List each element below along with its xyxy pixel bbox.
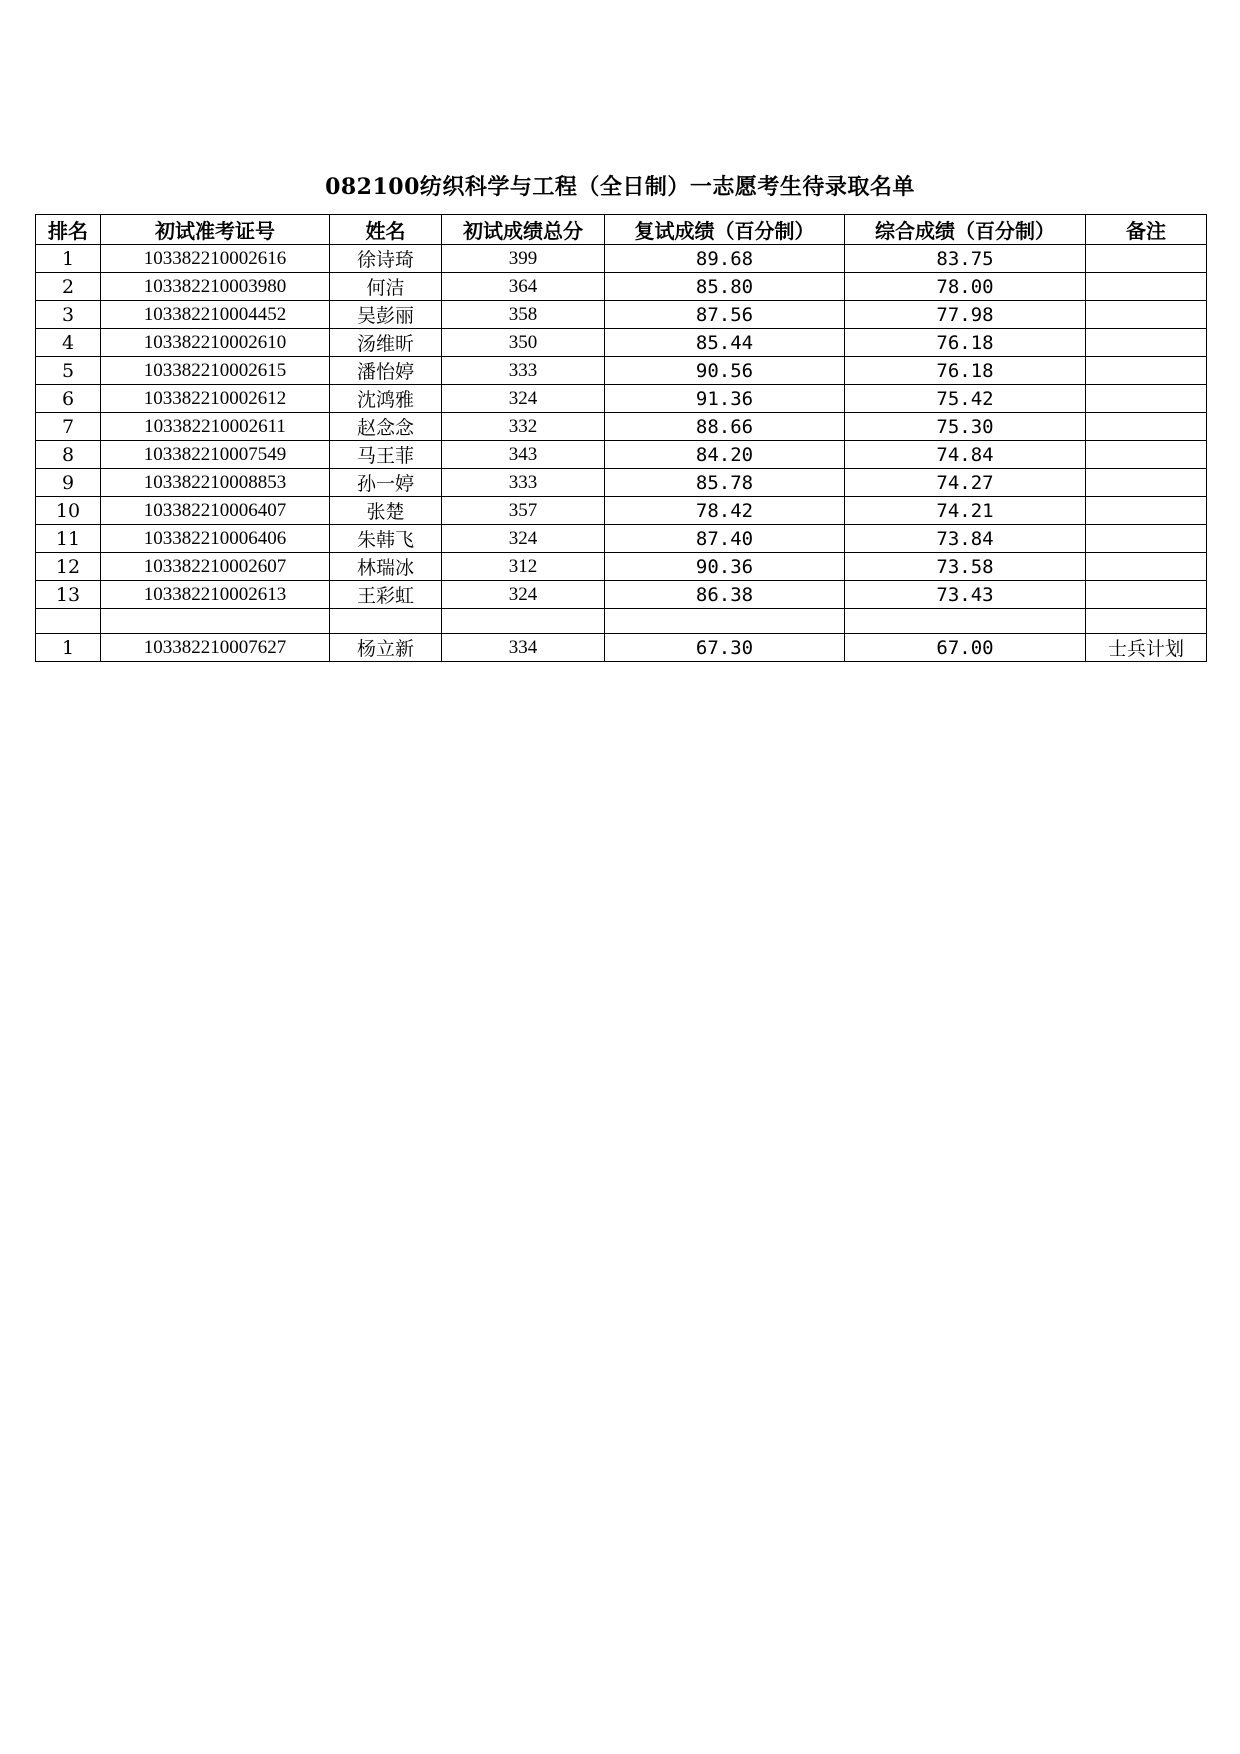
cell-initial-total: 357 [442,497,605,525]
cell-exam-id: 103382210002616 [101,245,330,273]
cell-retest-score: 85.78 [605,469,845,497]
table-row [36,245,1207,273]
cell-retest-score [605,609,845,634]
cell-name: 张楚 [330,497,442,525]
cell-name: 沈鸿雅 [330,385,442,413]
cell-name: 何洁 [330,273,442,301]
table-row [36,634,1207,662]
cell-rank [36,609,101,634]
cell-remark [1086,357,1207,385]
cell-name [330,609,442,634]
table-body [36,245,1207,662]
table-row [36,469,1207,497]
cell-remark: 士兵计划 [1086,634,1207,662]
table-row [36,581,1207,609]
cell-exam-id: 103382210002615 [101,357,330,385]
cell-initial-total: 334 [442,634,605,662]
table-row [36,357,1207,385]
cell-rank: 1 [36,245,101,273]
cell-remark [1086,301,1207,329]
cell-remark [1086,245,1207,273]
table-row [36,441,1207,469]
document-title: 082100纺织科学与工程（全日制）一志愿考生待录取名单 [325,174,915,200]
cell-remark [1086,609,1207,634]
header-retest-score: 复试成绩（百分制） [605,215,845,245]
cell-remark [1086,273,1207,301]
cell-retest-score: 90.36 [605,553,845,581]
cell-composite-score: 76.18 [845,357,1086,385]
cell-initial-total: 350 [442,329,605,357]
cell-initial-total [442,609,605,634]
cell-rank: 12 [36,553,101,581]
cell-name: 王彩虹 [330,581,442,609]
table-row [36,301,1207,329]
cell-name: 赵念念 [330,413,442,441]
cell-name: 潘怡婷 [330,357,442,385]
cell-exam-id: 103382210006406 [101,525,330,553]
cell-composite-score: 78.00 [845,273,1086,301]
admission-table [35,214,1207,662]
cell-remark [1086,525,1207,553]
cell-initial-total: 312 [442,553,605,581]
cell-composite-score [845,609,1086,634]
table-row [36,385,1207,413]
cell-rank: 3 [36,301,101,329]
cell-initial-total: 324 [442,385,605,413]
cell-initial-total: 364 [442,273,605,301]
cell-remark [1086,413,1207,441]
cell-remark [1086,553,1207,581]
table-row [36,413,1207,441]
table-row [36,553,1207,581]
header-remark: 备注 [1086,215,1207,245]
cell-initial-total: 324 [442,525,605,553]
cell-initial-total: 358 [442,301,605,329]
header-exam-id: 初试准考证号 [101,215,330,245]
table-header-row [36,215,1207,245]
cell-rank: 2 [36,273,101,301]
cell-remark [1086,581,1207,609]
cell-retest-score: 85.80 [605,273,845,301]
cell-remark [1086,441,1207,469]
table-row [36,329,1207,357]
cell-rank: 7 [36,413,101,441]
cell-rank: 5 [36,357,101,385]
cell-composite-score: 67.00 [845,634,1086,662]
cell-remark [1086,469,1207,497]
cell-composite-score: 75.42 [845,385,1086,413]
cell-composite-score: 83.75 [845,245,1086,273]
cell-retest-score: 84.20 [605,441,845,469]
cell-initial-total: 399 [442,245,605,273]
cell-composite-score: 76.18 [845,329,1086,357]
cell-name: 杨立新 [330,634,442,662]
cell-composite-score: 74.21 [845,497,1086,525]
cell-remark [1086,329,1207,357]
cell-composite-score: 73.58 [845,553,1086,581]
cell-rank: 6 [36,385,101,413]
cell-exam-id: 103382210007549 [101,441,330,469]
cell-composite-score: 74.27 [845,469,1086,497]
cell-retest-score: 67.30 [605,634,845,662]
cell-initial-total: 324 [442,581,605,609]
cell-composite-score: 74.84 [845,441,1086,469]
cell-retest-score: 78.42 [605,497,845,525]
cell-rank: 4 [36,329,101,357]
cell-exam-id: 103382210007627 [101,634,330,662]
cell-rank: 8 [36,441,101,469]
table-row [36,525,1207,553]
table-row [36,609,1207,634]
cell-remark [1086,497,1207,525]
cell-name: 吴彭丽 [330,301,442,329]
cell-exam-id: 103382210002613 [101,581,330,609]
header-composite-score: 综合成绩（百分制） [845,215,1086,245]
cell-retest-score: 87.56 [605,301,845,329]
cell-name: 林瑞冰 [330,553,442,581]
cell-composite-score: 75.30 [845,413,1086,441]
header-initial-total: 初试成绩总分 [442,215,605,245]
cell-name: 马王菲 [330,441,442,469]
cell-name: 孙一婷 [330,469,442,497]
cell-rank: 13 [36,581,101,609]
cell-rank: 1 [36,634,101,662]
cell-retest-score: 89.68 [605,245,845,273]
cell-exam-id: 103382210006407 [101,497,330,525]
cell-remark [1086,385,1207,413]
cell-initial-total: 332 [442,413,605,441]
cell-retest-score: 87.40 [605,525,845,553]
cell-initial-total: 333 [442,469,605,497]
cell-name: 徐诗琦 [330,245,442,273]
cell-retest-score: 85.44 [605,329,845,357]
cell-rank: 11 [36,525,101,553]
table-row [36,497,1207,525]
cell-initial-total: 343 [442,441,605,469]
cell-exam-id: 103382210002611 [101,413,330,441]
cell-name: 朱韩飞 [330,525,442,553]
cell-retest-score: 90.56 [605,357,845,385]
cell-composite-score: 73.84 [845,525,1086,553]
cell-exam-id: 103382210002612 [101,385,330,413]
cell-composite-score: 77.98 [845,301,1086,329]
cell-exam-id: 103382210003980 [101,273,330,301]
cell-composite-score: 73.43 [845,581,1086,609]
cell-exam-id: 103382210002607 [101,553,330,581]
cell-rank: 9 [36,469,101,497]
cell-retest-score: 86.38 [605,581,845,609]
cell-exam-id: 103382210002610 [101,329,330,357]
cell-retest-score: 91.36 [605,385,845,413]
cell-exam-id: 103382210008853 [101,469,330,497]
cell-exam-id [101,609,330,634]
table-row [36,273,1207,301]
cell-rank: 10 [36,497,101,525]
cell-name: 汤维昕 [330,329,442,357]
header-rank: 排名 [36,215,101,245]
cell-retest-score: 88.66 [605,413,845,441]
header-name: 姓名 [330,215,442,245]
cell-initial-total: 333 [442,357,605,385]
cell-exam-id: 103382210004452 [101,301,330,329]
